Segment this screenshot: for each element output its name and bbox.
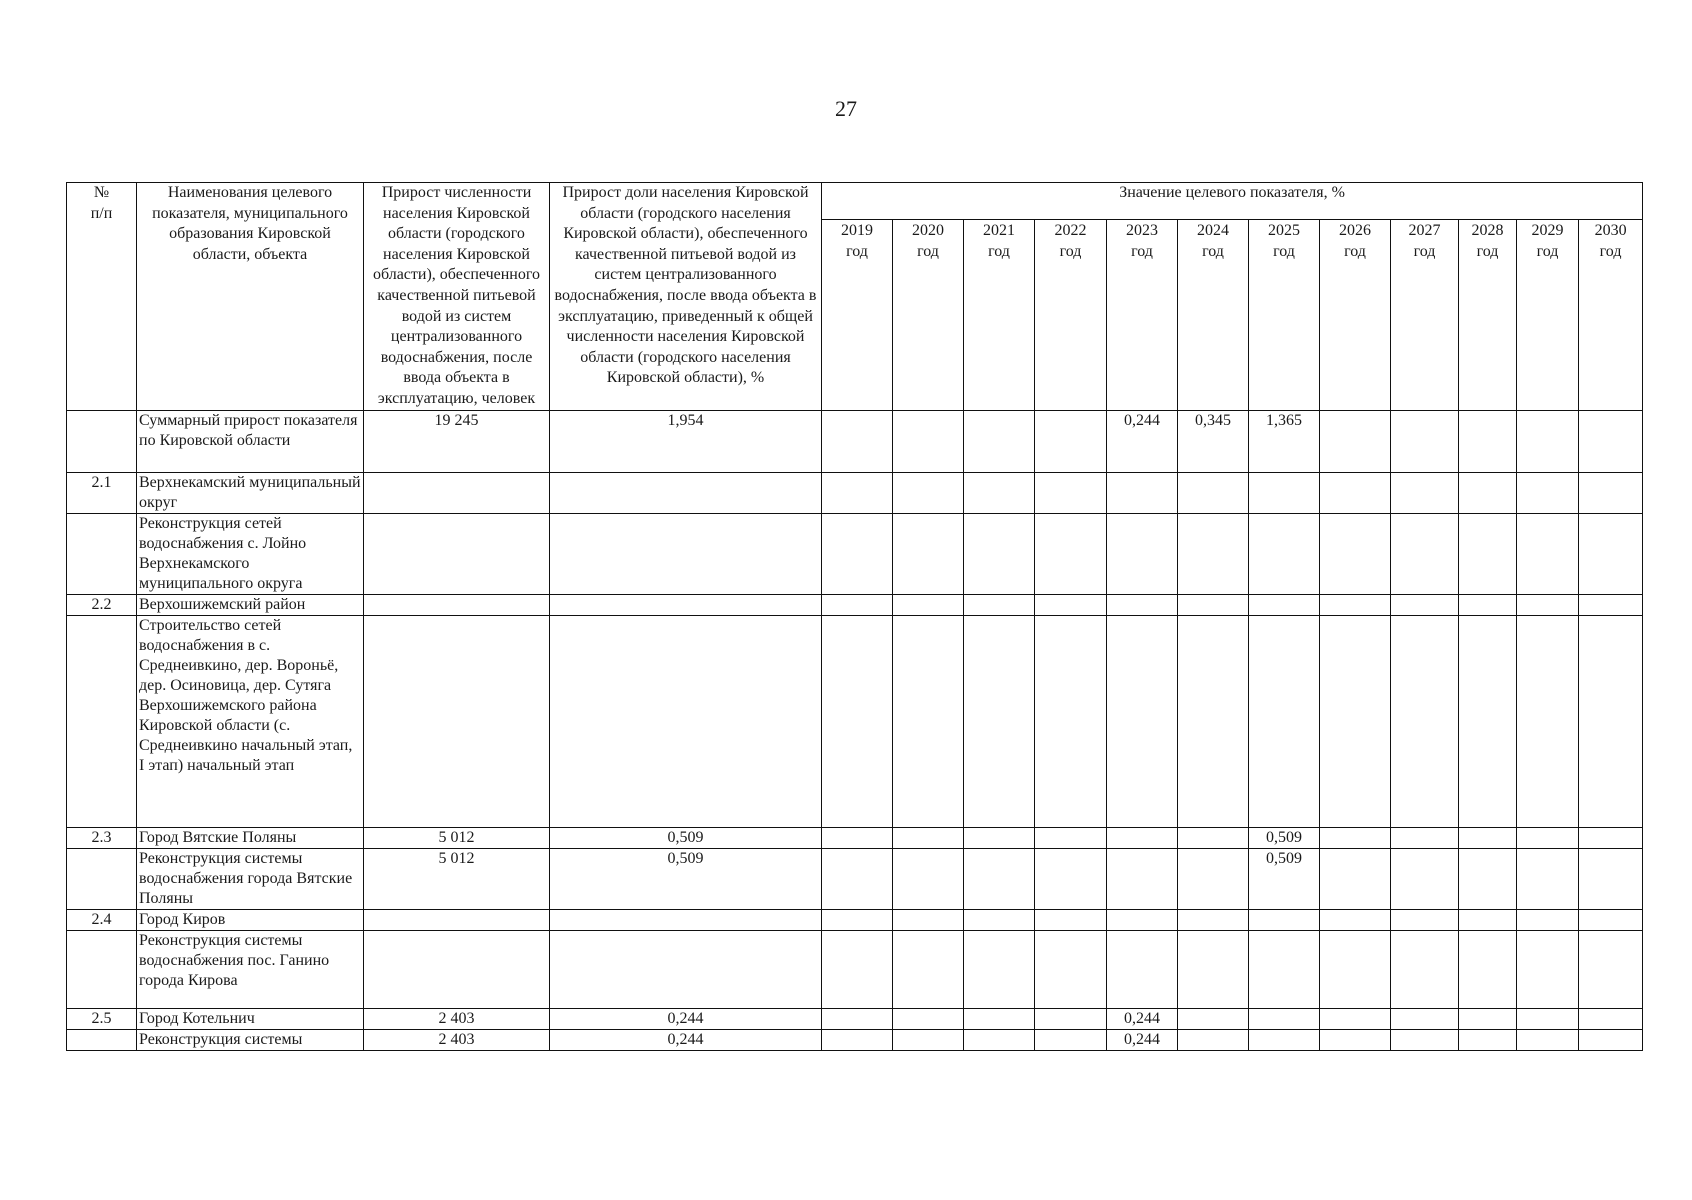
growth-share-header: Прирост доли населения Кировской области (городского населения Кировской области), обеспеченного качественной питьевой водой из систем централизованного водоснабжения, после ввода объекта в эксплуатацию, приведенный к общей численности населения Кировской области (городского населения Кировской области), % (550, 183, 822, 411)
year-header: 2027 год (1391, 220, 1459, 411)
year-value-cell (893, 615, 964, 827)
year-header: 2022 год (1035, 220, 1107, 411)
year-value-cell (1320, 848, 1391, 909)
row-share-cell (550, 513, 822, 594)
year-value-cell (1035, 848, 1107, 909)
year-value-cell: 0,244 (1107, 1008, 1178, 1029)
year-value-cell (1249, 615, 1320, 827)
row-share-cell: 0,244 (550, 1008, 822, 1029)
row-population-cell (364, 615, 550, 827)
year-value-cell (1249, 594, 1320, 615)
row-name-cell: Суммарный прирост показателя по Кировской области (137, 410, 364, 472)
year-value-cell (1178, 848, 1249, 909)
year-value-cell (1107, 472, 1178, 513)
year-value-cell (1579, 930, 1643, 1008)
year-value-cell (964, 615, 1035, 827)
year-header: 2019 год (822, 220, 893, 411)
target-indicator-table (66, 182, 1643, 1051)
row-name-cell: Реконструкция системы водоснабжения города Вятские Поляны (137, 848, 364, 909)
year-value-cell (1517, 827, 1579, 848)
year-value-cell (1249, 1008, 1320, 1029)
year-value-cell (893, 827, 964, 848)
row-population-cell (364, 930, 550, 1008)
year-value-cell (1107, 930, 1178, 1008)
row-number-cell (67, 615, 137, 827)
year-header: 2023 год (1107, 220, 1178, 411)
year-value-cell: 0,244 (1107, 410, 1178, 472)
year-value-cell (1035, 827, 1107, 848)
row-name-cell: Верхнекамский муниципальный округ (137, 472, 364, 513)
year-value-cell (1391, 827, 1459, 848)
year-value-cell (1178, 615, 1249, 827)
year-value-cell (1035, 594, 1107, 615)
year-value-cell (1320, 1008, 1391, 1029)
table-row (67, 513, 1643, 594)
year-value-cell (1249, 1029, 1320, 1050)
year-value-cell (1107, 594, 1178, 615)
year-value-cell (1579, 909, 1643, 930)
row-population-cell: 2 403 (364, 1029, 550, 1050)
year-value-cell: 0,345 (1178, 410, 1249, 472)
row-name-cell: Город Котельнич (137, 1008, 364, 1029)
year-value-cell: 0,509 (1249, 848, 1320, 909)
year-value-cell (964, 909, 1035, 930)
year-value-cell (1579, 615, 1643, 827)
year-value-cell (1517, 615, 1579, 827)
year-value-cell: 1,365 (1249, 410, 1320, 472)
year-value-cell (1107, 513, 1178, 594)
row-name-cell: Реконструкция сетей водоснабжения с. Лойно Верхнекамского муниципального округа (137, 513, 364, 594)
year-value-cell (1178, 909, 1249, 930)
table-row (67, 410, 1643, 472)
year-value-cell (1517, 909, 1579, 930)
year-value-cell (893, 848, 964, 909)
year-value-cell (1517, 472, 1579, 513)
year-value-cell (1391, 1008, 1459, 1029)
year-value-cell (1579, 848, 1643, 909)
header-row (67, 183, 1643, 220)
year-value-cell (1035, 615, 1107, 827)
table-row (67, 1008, 1643, 1029)
year-value-cell (1579, 513, 1643, 594)
year-value-cell (1517, 513, 1579, 594)
row-number-cell (67, 410, 137, 472)
year-value-cell (964, 848, 1035, 909)
year-value-cell (1459, 827, 1517, 848)
table-row (67, 615, 1643, 827)
row-population-cell (364, 472, 550, 513)
year-value-cell (1178, 1029, 1249, 1050)
year-value-cell (822, 410, 893, 472)
year-value-cell (1249, 930, 1320, 1008)
year-value-cell (1035, 1029, 1107, 1050)
year-value-cell (1178, 827, 1249, 848)
year-value-cell (1517, 1029, 1579, 1050)
year-value-cell (964, 513, 1035, 594)
row-number-cell (67, 848, 137, 909)
year-value-cell (1391, 615, 1459, 827)
table-row (67, 909, 1643, 930)
year-value-cell (1459, 848, 1517, 909)
year-value-cell (893, 930, 964, 1008)
row-share-cell (550, 472, 822, 513)
year-value-cell (1035, 909, 1107, 930)
year-value-cell (1320, 827, 1391, 848)
year-value-cell: 0,244 (1107, 1029, 1178, 1050)
growth-pop-header: Прирост численности населения Кировской области (городского населения Кировской области), обеспеченного качественной питьевой водой из систем централизованного водоснабжения, после ввода объекта в эксплуатацию, человек (364, 183, 550, 411)
year-value-cell (1107, 615, 1178, 827)
year-header: 2030 год (1579, 220, 1643, 411)
year-header: 2026 год (1320, 220, 1391, 411)
year-value-cell (1459, 513, 1517, 594)
year-value-cell (1579, 827, 1643, 848)
year-value-cell (1391, 472, 1459, 513)
row-name-cell: Строительство сетей водоснабжения в с. Среднеивкино, дер. Вороньё, дер. Осиновица, дер. Сутяга Верхошижемского района Кировской области (с. Среднеивкино начальный этап, I этап) начальный этап (137, 615, 364, 827)
name-header: Наименования целевого показателя, муниципального образования Кировской области, объекта (137, 183, 364, 411)
year-value-cell (1107, 848, 1178, 909)
year-value-cell (893, 594, 964, 615)
year-value-cell (1249, 513, 1320, 594)
year-value-cell: 0,509 (1249, 827, 1320, 848)
year-value-cell (1035, 1008, 1107, 1029)
year-value-cell (1517, 1008, 1579, 1029)
row-share-cell: 1,954 (550, 410, 822, 472)
year-value-cell (964, 1029, 1035, 1050)
row-number-cell (67, 513, 137, 594)
year-value-cell (1459, 472, 1517, 513)
page-number: 27 (835, 96, 857, 121)
year-value-cell (1391, 930, 1459, 1008)
year-value-cell (893, 1029, 964, 1050)
year-value-cell (1249, 472, 1320, 513)
row-number-cell (67, 1029, 137, 1050)
row-number-cell: 2.5 (67, 1008, 137, 1029)
year-value-cell (1459, 615, 1517, 827)
row-name-cell: Реконструкция системы (137, 1029, 364, 1050)
year-value-cell (1391, 909, 1459, 930)
year-value-cell (1320, 410, 1391, 472)
year-value-cell (1517, 930, 1579, 1008)
year-value-cell (1579, 1029, 1643, 1050)
year-value-cell (1579, 410, 1643, 472)
row-population-cell (364, 513, 550, 594)
year-value-cell (822, 930, 893, 1008)
row-number-cell (67, 930, 137, 1008)
row-number-cell: 2.2 (67, 594, 137, 615)
year-header: 2024 год (1178, 220, 1249, 411)
row-share-cell (550, 909, 822, 930)
year-value-cell (822, 848, 893, 909)
year-value-cell (822, 594, 893, 615)
year-header: 2028 год (1459, 220, 1517, 411)
table-row (67, 594, 1643, 615)
year-value-cell (1391, 594, 1459, 615)
year-value-cell (1178, 513, 1249, 594)
year-value-cell (822, 827, 893, 848)
table-body (67, 410, 1643, 1050)
row-share-cell: 0,244 (550, 1029, 822, 1050)
table-row (67, 472, 1643, 513)
year-value-cell (964, 472, 1035, 513)
year-value-cell (964, 930, 1035, 1008)
year-value-cell (1459, 594, 1517, 615)
row-number-cell: 2.4 (67, 909, 137, 930)
year-value-cell (1035, 513, 1107, 594)
row-name-cell: Город Вятские Поляны (137, 827, 364, 848)
year-value-cell (1459, 1029, 1517, 1050)
year-value-cell (893, 513, 964, 594)
year-value-cell (1459, 909, 1517, 930)
year-value-cell (1178, 472, 1249, 513)
year-value-cell (822, 1029, 893, 1050)
year-value-cell (1320, 513, 1391, 594)
year-value-cell (1517, 594, 1579, 615)
num-header: № п/п (67, 183, 137, 411)
year-value-cell (1391, 1029, 1459, 1050)
row-share-cell (550, 930, 822, 1008)
value-header: Значение целевого показателя, % (822, 183, 1643, 220)
year-value-cell (1320, 909, 1391, 930)
year-header: 2029 год (1517, 220, 1579, 411)
row-population-cell: 19 245 (364, 410, 550, 472)
year-value-cell (1579, 594, 1643, 615)
year-value-cell (1459, 930, 1517, 1008)
year-value-cell (1391, 513, 1459, 594)
year-header: 2021 год (964, 220, 1035, 411)
year-value-cell (1249, 909, 1320, 930)
row-population-cell: 5 012 (364, 827, 550, 848)
year-value-cell (1459, 1008, 1517, 1029)
year-value-cell (893, 1008, 964, 1029)
row-name-cell: Верхошижемский район (137, 594, 364, 615)
row-share-cell: 0,509 (550, 848, 822, 909)
year-value-cell (1517, 848, 1579, 909)
year-value-cell (822, 1008, 893, 1029)
year-value-cell (822, 615, 893, 827)
year-value-cell (822, 513, 893, 594)
row-name-cell: Реконструкция системы водоснабжения пос. Ганино города Кирова (137, 930, 364, 1008)
year-value-cell (1320, 472, 1391, 513)
row-population-cell: 2 403 (364, 1008, 550, 1029)
year-value-cell (1517, 410, 1579, 472)
year-value-cell (893, 909, 964, 930)
row-population-cell (364, 909, 550, 930)
year-value-cell (1391, 410, 1459, 472)
row-population-cell (364, 594, 550, 615)
table-row (67, 827, 1643, 848)
year-value-cell (1178, 930, 1249, 1008)
row-number-cell: 2.1 (67, 472, 137, 513)
year-value-cell (1320, 615, 1391, 827)
row-share-cell: 0,509 (550, 827, 822, 848)
year-value-cell (1035, 410, 1107, 472)
year-value-cell (1178, 594, 1249, 615)
year-header: 2020 год (893, 220, 964, 411)
year-value-cell (964, 594, 1035, 615)
year-header: 2025 год (1249, 220, 1320, 411)
year-value-cell (822, 909, 893, 930)
table-row (67, 848, 1643, 909)
year-value-cell (893, 410, 964, 472)
year-value-cell (1107, 909, 1178, 930)
table-row (67, 1029, 1643, 1050)
year-value-cell (964, 827, 1035, 848)
row-number-cell: 2.3 (67, 827, 137, 848)
year-value-cell (1459, 410, 1517, 472)
year-value-cell (893, 472, 964, 513)
row-share-cell (550, 615, 822, 827)
year-value-cell (1320, 1029, 1391, 1050)
row-population-cell: 5 012 (364, 848, 550, 909)
year-value-cell (1107, 827, 1178, 848)
year-value-cell (1178, 1008, 1249, 1029)
year-value-cell (1320, 594, 1391, 615)
year-value-cell (1035, 930, 1107, 1008)
year-value-cell (822, 472, 893, 513)
year-value-cell (1035, 472, 1107, 513)
year-value-cell (1579, 1008, 1643, 1029)
year-value-cell (964, 1008, 1035, 1029)
year-value-cell (1320, 930, 1391, 1008)
row-share-cell (550, 594, 822, 615)
year-value-cell (964, 410, 1035, 472)
year-value-cell (1579, 472, 1643, 513)
table-row (67, 930, 1643, 1008)
year-value-cell (1391, 848, 1459, 909)
row-name-cell: Город Киров (137, 909, 364, 930)
